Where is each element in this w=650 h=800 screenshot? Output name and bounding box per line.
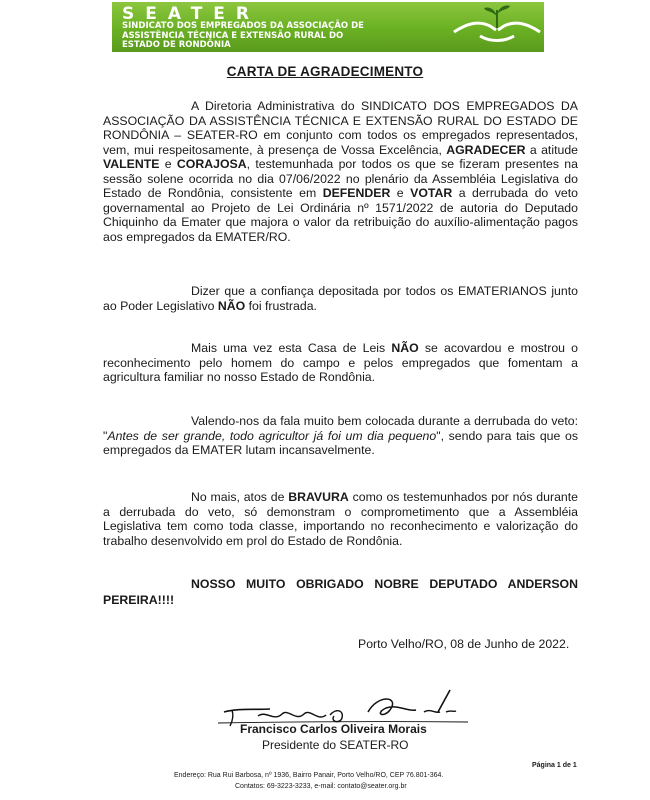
- paragraph-intro: [103, 99, 578, 244]
- text-run-bold: AGRADECER: [446, 142, 526, 157]
- text-run-bold: DEFENDER: [322, 186, 391, 200]
- footer-address: Endereço: Rua Rui Barbosa, nº 1936, Bairro Panair, Porto Velho/RO, CEP 76.801-364.: [174, 772, 444, 779]
- logo-text: SEATER: [122, 4, 260, 24]
- handshake-plant-logo-icon: [450, 2, 544, 52]
- text-run: Dizer que a confiança depositada por todos os EMATERIANOS junto ao Poder Legislativo: [103, 284, 578, 313]
- date-line: Porto Velho/RO, 08 de Junho de 2022.: [358, 637, 570, 651]
- signer-name: Francisco Carlos Oliveira Morais: [240, 722, 427, 736]
- signer-role: Presidente do SEATER-RO: [262, 738, 409, 752]
- text-run-bold: NÃO: [391, 341, 419, 355]
- text-run-bold: VALENTE: [103, 157, 160, 171]
- text-run-bold: CORAJOSA: [176, 157, 247, 171]
- thanks-line: [103, 576, 578, 608]
- page-number: Página 1 de 1: [532, 762, 577, 769]
- paragraph-house-of-laws: [103, 341, 578, 385]
- text-run: se acovardou e mostrou o reconhecimento pelo homem do campo e pelos empregados que fomentam a agricultura familiar no nosso Estado de Rondônia.: [103, 341, 578, 384]
- header-subtitle-line: SINDICATO DOS EMPREGADOS DA ASSOCIAÇÃO DE: [122, 21, 364, 31]
- text-run: a derrubada do veto governamental ao Projeto de Lei Ordinária nº 1571/2022 de autoria do Deputado Chiquinho da Emater que majora o valor da retribuição do auxílio-alimentação pagos aos empregados da EMATER/RO.: [103, 186, 578, 244]
- header-subtitle-line: ASSISTÊNCIA TÉCNICA E EXTENSÃO RURAL DO: [122, 30, 344, 41]
- header-banner: [112, 2, 544, 52]
- text-run: e: [390, 186, 411, 200]
- text-run-bold: BRAVURA: [288, 490, 349, 504]
- quote-italic: Antes de ser grande, todo agricultor já foi um dia pequeno: [107, 428, 437, 443]
- paragraph-confidence: [103, 284, 578, 313]
- text-run: Mais uma vez esta Casa de Leis: [191, 341, 392, 355]
- header-subtitle: [122, 22, 422, 51]
- text-run-bold: NÃO: [217, 298, 246, 313]
- paragraph-quote: [103, 414, 578, 458]
- header-subtitle-line: ESTADO DE RONDÔNIA: [122, 40, 231, 50]
- text-run: foi frustrada.: [245, 298, 317, 313]
- thanks-text: NOSSO MUITO OBRIGADO NOBRE DEPUTADO ANDERSON PEREIRA!!!!: [103, 577, 578, 607]
- text-run: ", sendo para tais que os empregados da EMATER lutam incansavelmente.: [103, 428, 579, 457]
- text-run: No mais, atos de: [191, 490, 289, 504]
- text-run: A Diretoria Administrativa do SINDICATO DOS EMPREGADOS DA ASSOCIAÇÃO DA ASSISTÊNCIA TÉCNICA E EXTENSÃO RURAL DO ESTADO DE RONDÔNIA – SEATER-RO em conjunto com todos os empregados representados, vem, mui respeitosamente, à presença de Vossa Excelência,: [103, 99, 578, 157]
- text-run: , testemunhada por todos os que se fizeram presentes na sessão solene ocorrida no dia 07/06/2022 no plenário da Assembléia Legislativa do Estado de Rondônia, consistente em: [103, 157, 578, 200]
- footer-contacts: Contatos: 69-3223-3233, e-mail: contato@seater.org.br: [235, 783, 407, 790]
- paragraph-bravery: [103, 490, 578, 548]
- text-run: e: [159, 157, 177, 171]
- letter-title: CARTA DE AGRADECIMENTO: [226, 64, 424, 79]
- text-run: como os testemunhados por nós durante a derrubada do veto, só demonstram o comprometimento que a Assembléia Legislativa tem como toda classe, importando no reconhecimento e valorização do trabalho desenvolvido em prol do Estado de Rondônia.: [103, 490, 578, 548]
- text-run-bold: VOTAR: [410, 186, 453, 200]
- text-run: Valendo-nos da fala muito bem colocada durante a derrubada do veto: ": [103, 414, 578, 443]
- text-run: a atitude: [525, 142, 578, 157]
